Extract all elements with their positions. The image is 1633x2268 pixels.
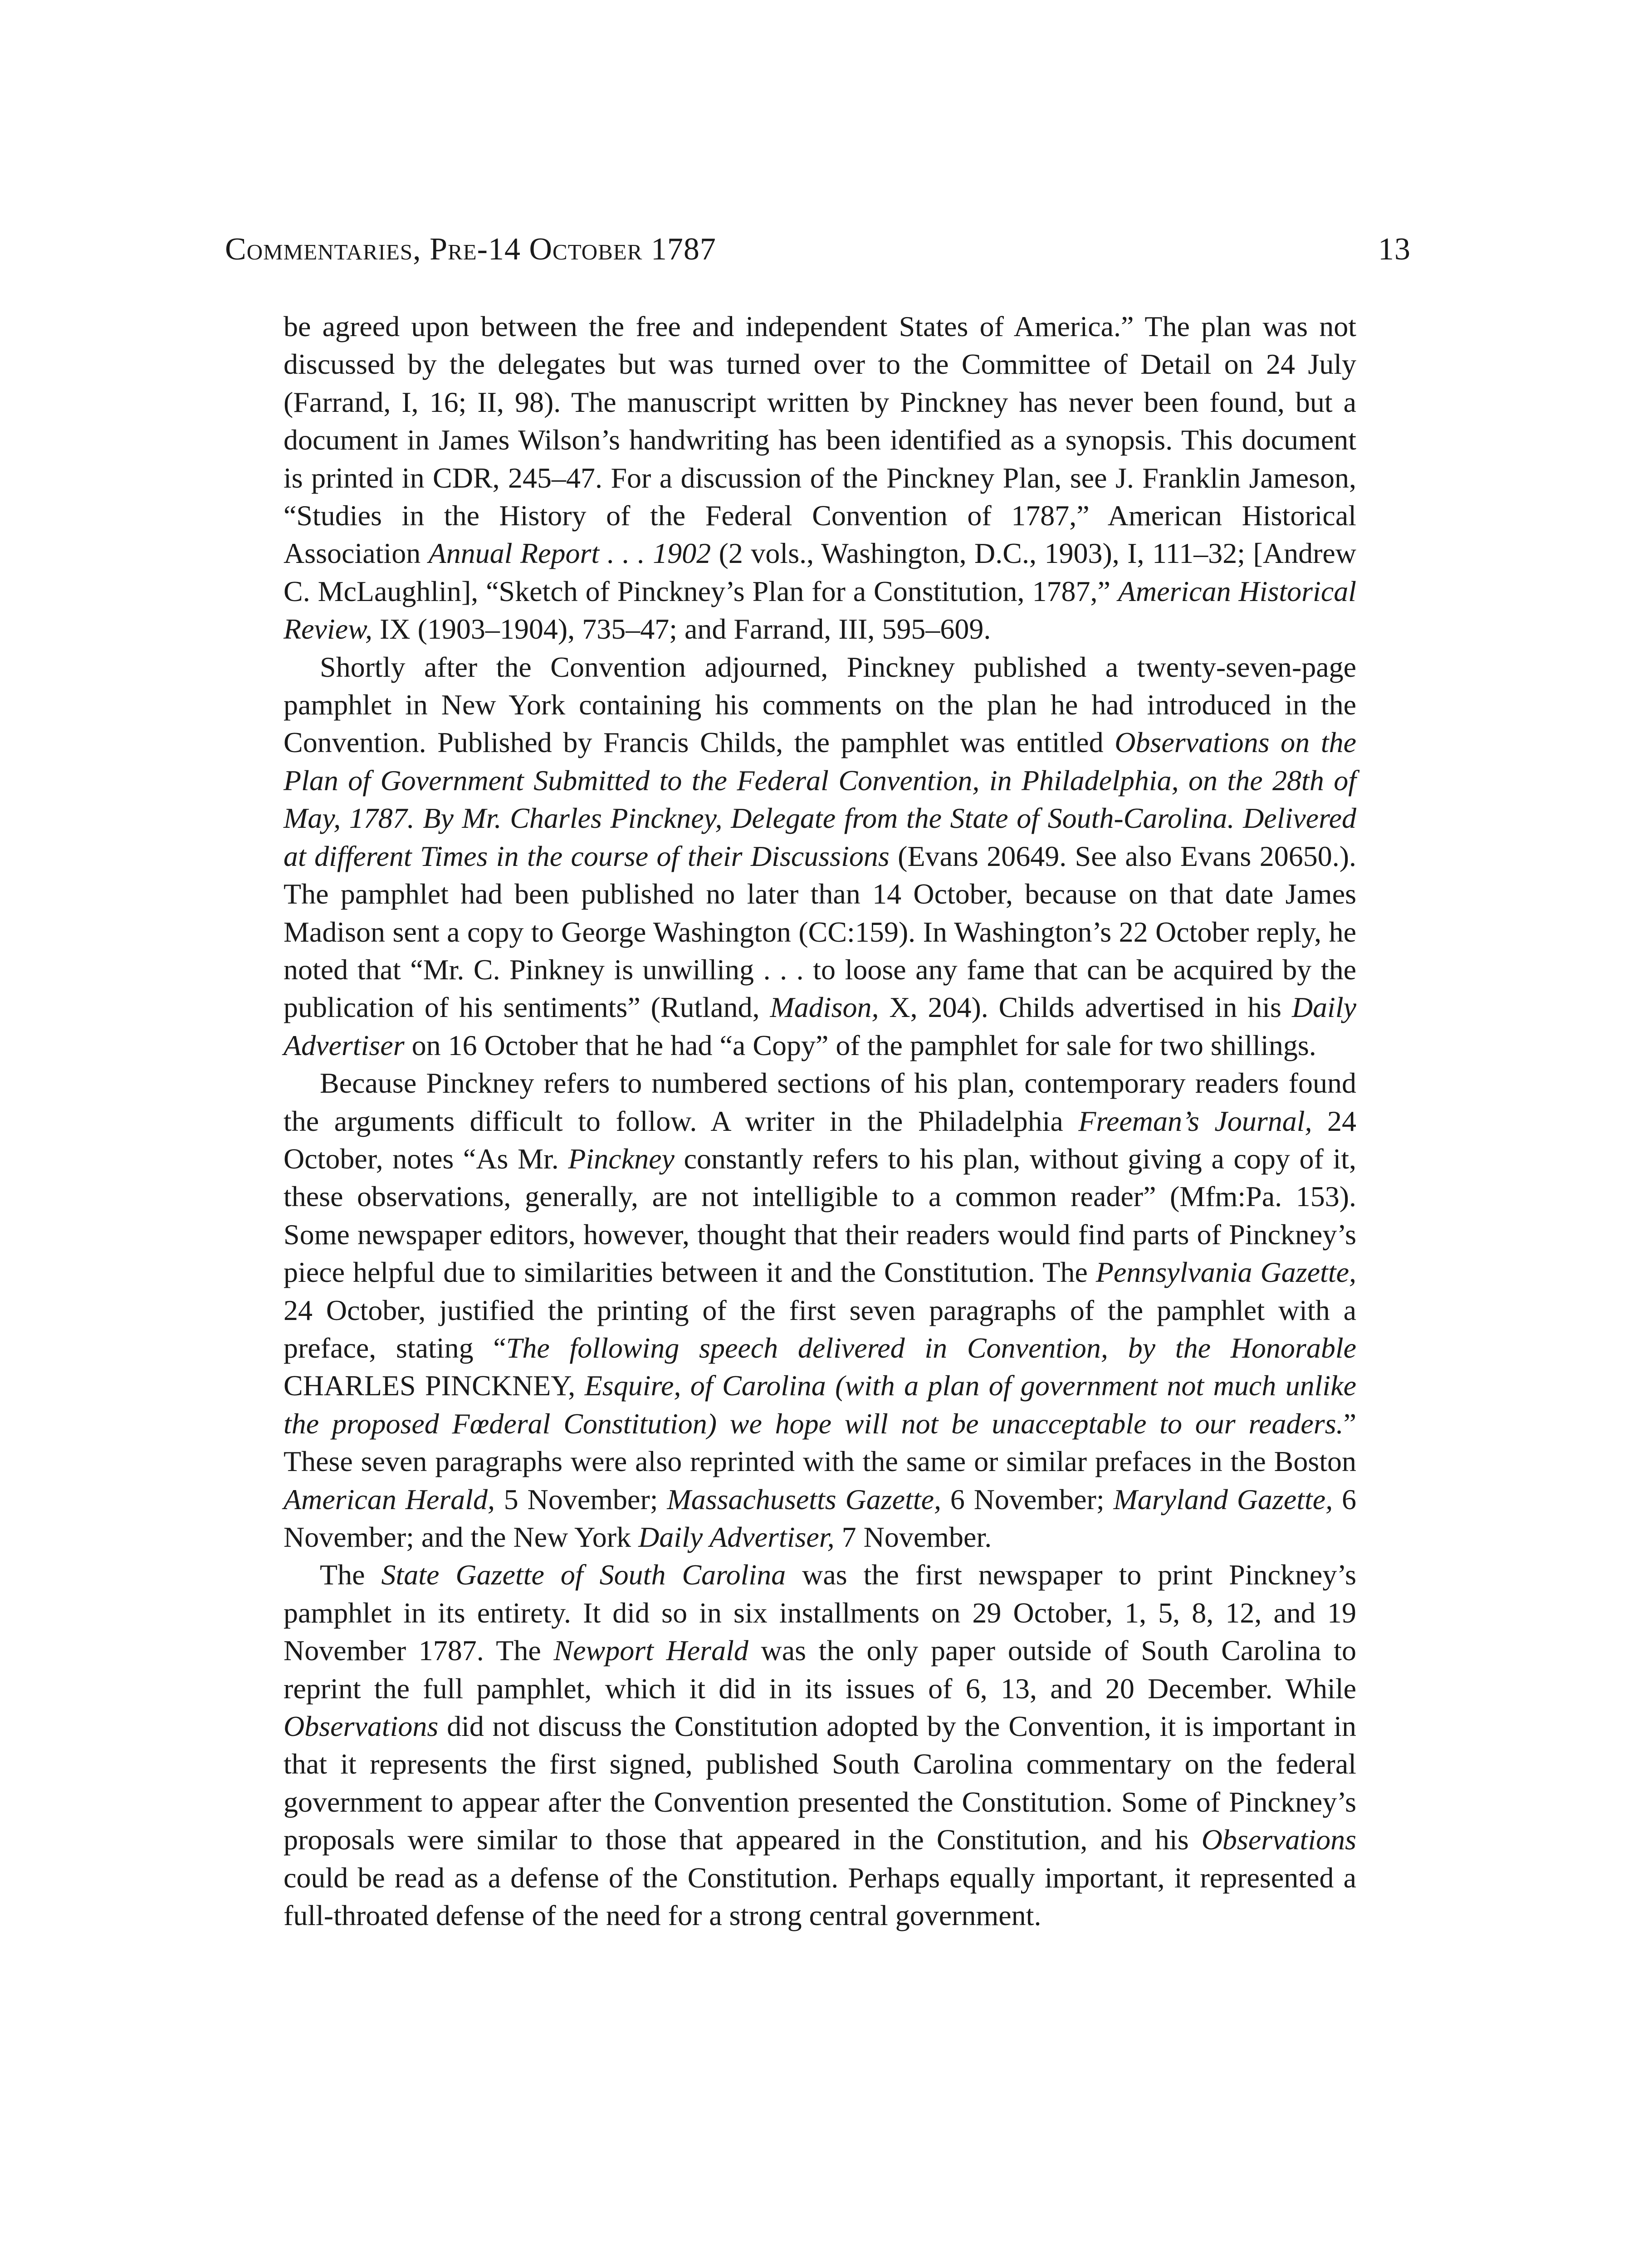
italic-text: American Herald, [284,1483,495,1515]
italic-text: Madison, [770,991,879,1024]
paragraph-4 [284,1556,1356,1934]
text-run: could be read as a defense of the Constitution. Perhaps equally important, it represented a full-throated defense of the need for a strong central government. [284,1861,1356,1932]
italic-text: Daily Advertiser, [638,1521,835,1553]
paragraph-3 [284,1064,1356,1556]
text-run: 24 October, notes “As Mr. [284,1105,1357,1175]
text-run: on 16 October that he had “a Copy” of the pamphlet for sale for two shillings. [404,1029,1316,1061]
text-run: 24 October, justified the printing of the first seven paragraphs of the pamphlet with a preface, stating “ [284,1294,1356,1364]
text-run: did not discuss the Constitution adopted by the Convention, it is important in that it represents the first signed, published South Carolina commentary on the federal government to appear after the Convention presented the Constitution. Some of Pinckney’s proposals were similar to those that appeared in the Constitution, and his [284,1710,1356,1856]
italic-text: Pinckney [568,1142,675,1175]
text-run: (2 vols., Washington, D.C., 1903), I, 111–32; [Andrew C. McLaughlin], “Sketch of Pinckney’s Plan for a Constitution, 1787,” [284,537,1357,607]
text-run: Shortly after the Convention adjourned, Pinckney published a twenty-seven-page pamphlet in New York containing his comments on the plan he had introduced in the Convention. Published by Francis Childs, the pamphlet was entitled [284,650,1356,759]
italic-text: Observations [284,1710,439,1743]
italic-text: Freeman’s Journal, [1078,1105,1312,1137]
text-run: IX (1903–1904), 735–47; and Farrand, III, 595–609. [372,613,991,645]
page-number: 13 [1378,232,1411,267]
italic-text: Newport Herald [553,1634,748,1667]
italic-text: Maryland Gazette, [1113,1483,1333,1515]
italic-text: State Gazette of South Carolina [381,1559,786,1591]
text-run: be agreed upon between the free and independent States of America.” The plan was not discussed by the delegates but was turned over to the Committee of Detail on 24 July (Farrand, I, 16; II, 98). The manuscript written by Pinckney has never been found, but a document in James Wilson’s handwriting has been identified as a synopsis. This document is printed in CDR, 245–47. For a discussion of the Pinckney Plan, see J. Franklin Jameson, “Studies in the History of the Federal Convention of 1787,” American Historical Association [284,310,1356,570]
text-run: 5 November; [494,1483,667,1515]
text-run: 6 November; [941,1483,1114,1515]
italic-text: Esquire, of Carolina (with a plan of government not much unlike the proposed Fœderal Constitution) we hope will not be unacceptable to our readers. [284,1369,1356,1440]
text-run: The [320,1559,381,1591]
italic-text: The following speech delivered in Convention, by the Honorable [506,1331,1357,1364]
text-run: was the first newspaper to print Pinckney’s pamphlet in its entirety. It did so in six installments on 29 October, 1, 5, 8, 12, and 19 November 1787. The [284,1559,1357,1667]
text-run: 6 November; and the New York [284,1483,1357,1553]
italic-text: Observations [1201,1823,1356,1856]
text-run: X, 204). Childs advertised in his [879,991,1292,1024]
text-run: (Evans 20649. See also Evans 20650.). The pamphlet had been published no later than 14 October, because on that date James Madison sent a copy to George Washington (CC:159). In Washington’s 22 October reply, he noted that “Mr. C. Pinkney is unwilling . . . to loose any fame that can be acquired by the publication of his sentiments” (Rutland, [284,840,1357,1024]
italic-text: Pennsylvania Gazette, [1095,1256,1356,1289]
paragraph-2 [284,648,1356,1064]
italic-text: Daily Advertiser [284,991,1357,1061]
text-run: 7 November. [834,1521,992,1553]
text-run: Because Pinckney refers to numbered sections of his plan, contemporary readers found the arguments difficult to follow. A writer in the Philadelphia [284,1067,1356,1137]
running-head-title: Commentaries, Pre-14 October 1787 [225,232,716,267]
text-run: constantly refers to his plan, without giving a copy of it, these observations, generally, are not intelligible to a common reader” (Mfm:Pa. 153). Some newspaper editors, however, thought that their readers would find parts of Pinckney’s piece helpful due to similarities between it and the Constitution. The [284,1142,1357,1289]
paragraph-1 [284,308,1356,648]
running-head [225,225,1411,274]
text-run: CHARLES PINCKNEY, [284,1369,585,1402]
italic-text: Observations on the Plan of Government Submitted to the Federal Convention, in Philadelphia, on the 28th of May, 1787. By Mr. Charles Pinckney, Delegate from the State of South-Carolina. Delivered at different Times in the course of their Discussions [284,726,1357,872]
italic-text: Massachusetts Gazette, [667,1483,942,1515]
text-run: ” These seven paragraphs were also reprinted with the same or similar prefaces in the Boston [284,1407,1356,1478]
text-run: was the only paper outside of South Carolina to reprint the full pamphlet, which it did in its issues of 6, 13, and 20 December. While [284,1634,1357,1705]
italic-text: Annual Report . . . 1902 [428,537,711,570]
body-text [284,308,1356,1934]
italic-text: American Historical Review, [284,575,1357,645]
